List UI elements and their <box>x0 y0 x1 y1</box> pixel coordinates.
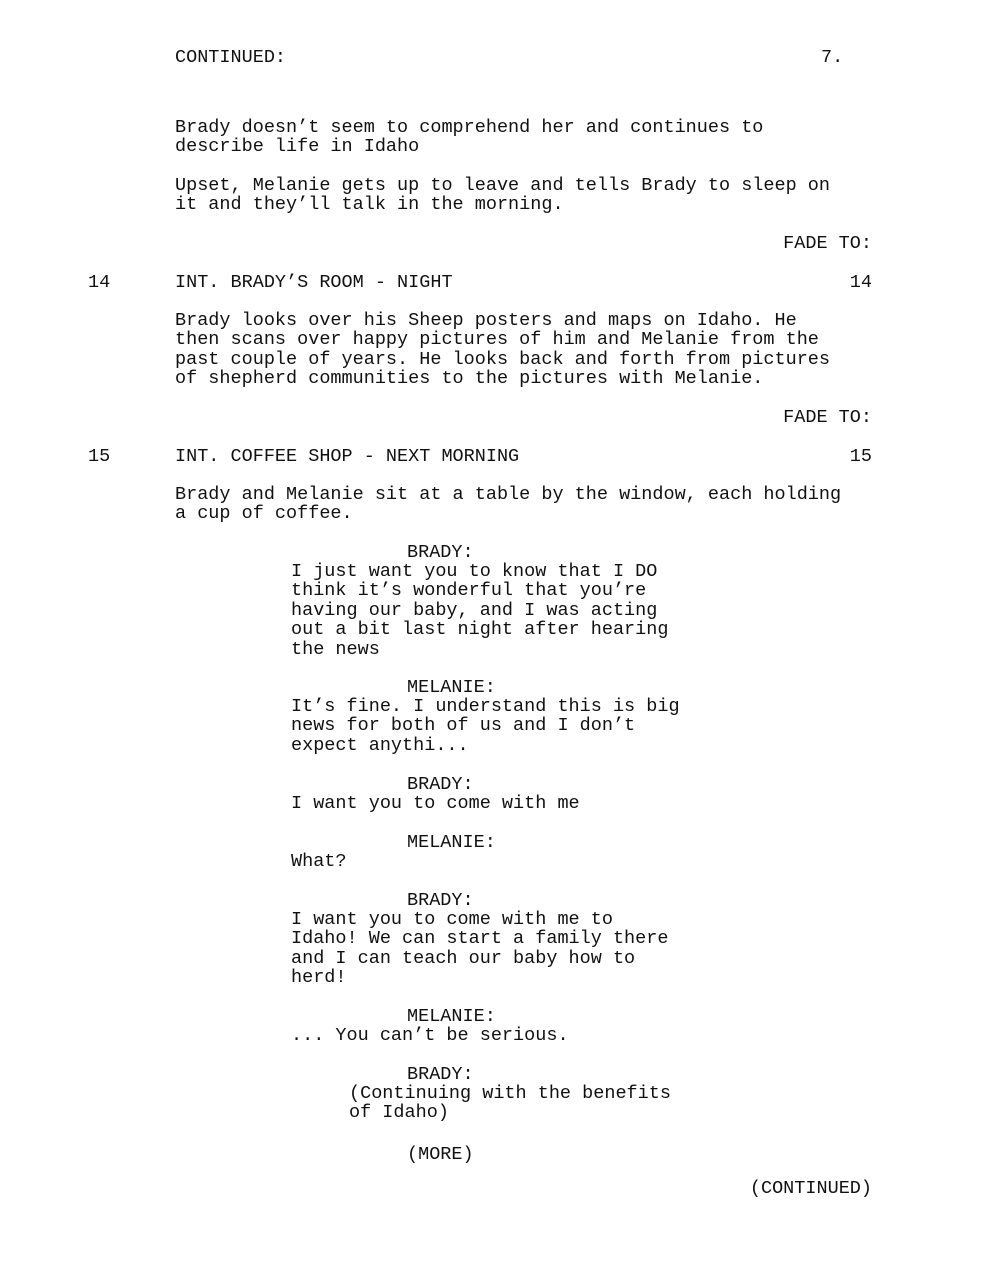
page-number: 7. <box>821 47 844 68</box>
character-name: BRADY: <box>407 774 474 795</box>
continued-header: CONTINUED: <box>175 47 287 68</box>
character-name: BRADY: <box>407 542 474 563</box>
action-paragraph: Brady doesn’t seem to comprehend her and continues to describe life in Idaho <box>175 117 764 158</box>
scene-number-right: 15 <box>849 446 872 467</box>
dialogue-text: I just want you to know that I DO think it’s wonderful that you’re having our baby, and I was acting out a bit last night after hearing the news <box>291 561 669 660</box>
character-name: BRADY: <box>407 1064 474 1085</box>
dialogue-text: I want you to come with me <box>291 793 580 814</box>
scene-number-right: 14 <box>849 272 872 293</box>
character-name: BRADY: <box>407 890 474 911</box>
scene-heading: INT. COFFEE SHOP - NEXT MORNING <box>175 446 520 467</box>
action-paragraph: Brady looks over his Sheep posters and maps on Idaho. He then scans over happy pictures of him and Melanie from the past couple of years. He looks back and forth from pictures of shepherd communities to the pictures with Melanie. <box>175 310 831 390</box>
scene-number-left: 15 <box>88 446 111 467</box>
action-paragraph: Brady and Melanie sit at a table by the window, each holding a cup of coffee. <box>175 484 842 525</box>
character-name: MELANIE: <box>407 1006 496 1027</box>
dialogue-text: I want you to come with me to Idaho! We can start a family there and I can teach our baby how to herd! <box>291 909 669 989</box>
dialogue-text: What? <box>291 851 347 872</box>
transition: FADE TO: <box>783 407 872 428</box>
character-name: MELANIE: <box>407 832 496 853</box>
parenthetical: (Continuing with the benefits of Idaho) <box>349 1083 671 1124</box>
dialogue-text: ... You can’t be serious. <box>291 1025 569 1046</box>
transition: FADE TO: <box>783 233 872 254</box>
scene-number-left: 14 <box>88 272 111 293</box>
action-paragraph: Upset, Melanie gets up to leave and tells Brady to sleep on it and they’ll talk in the morning. <box>175 175 831 216</box>
continued-footer: (CONTINUED) <box>749 1178 872 1199</box>
character-name: MELANIE: <box>407 677 496 698</box>
more-marker: (MORE) <box>407 1144 474 1165</box>
scene-heading: INT. BRADY’S ROOM - NIGHT <box>175 272 453 293</box>
dialogue-text: It’s fine. I understand this is big news for both of us and I don’t expect anythi... <box>291 696 680 756</box>
